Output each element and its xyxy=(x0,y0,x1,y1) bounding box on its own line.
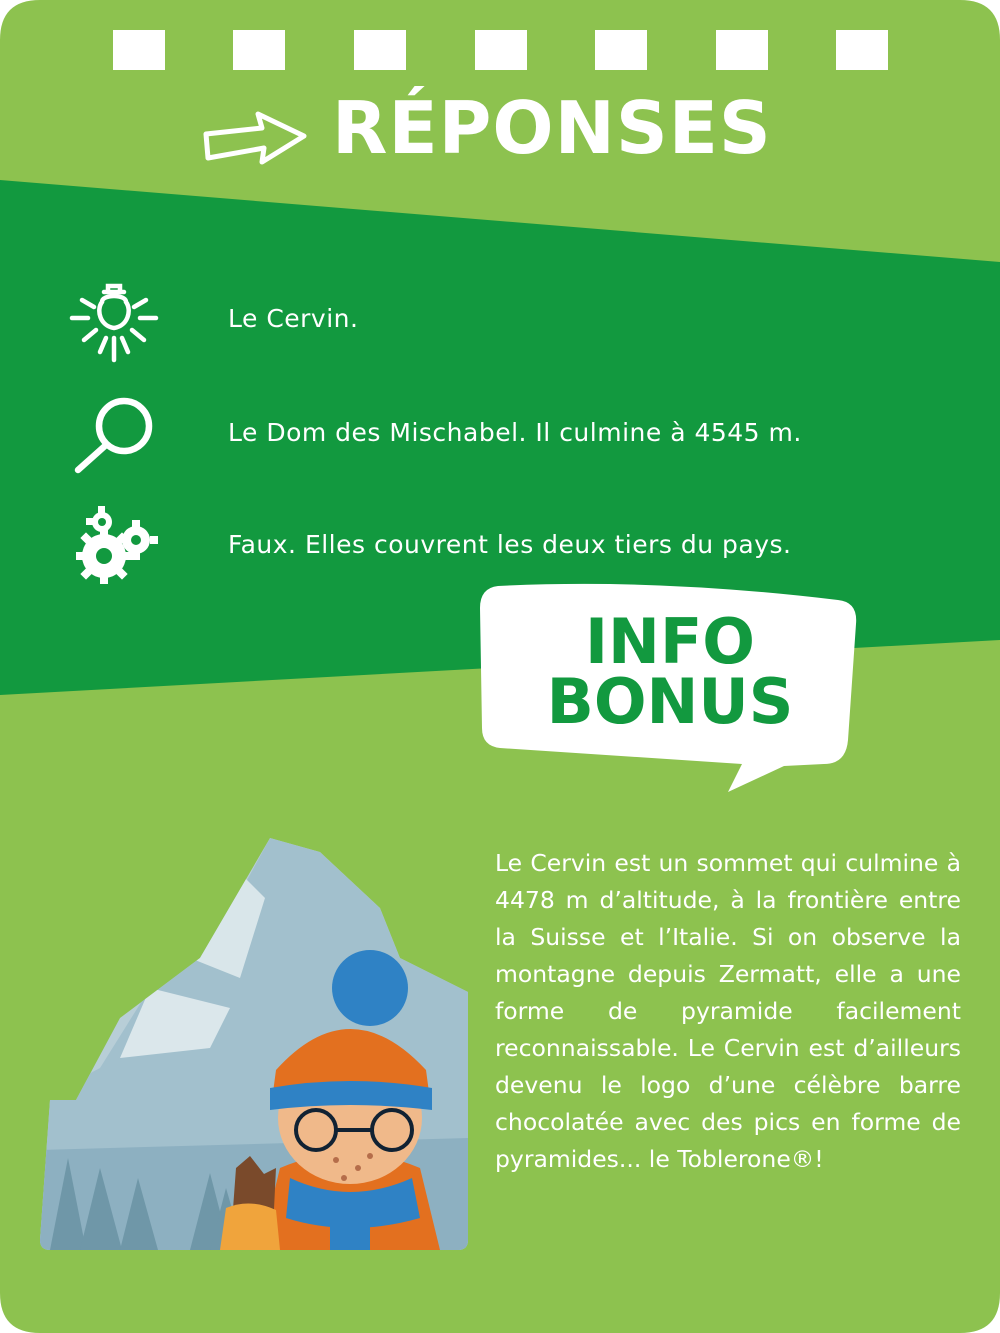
page-title: RÉPONSES xyxy=(332,86,772,170)
binding-hole xyxy=(595,30,647,70)
binding-hole xyxy=(354,30,406,70)
binding-hole xyxy=(716,30,768,70)
binding-holes xyxy=(0,0,1000,80)
answer-1-text: Le Cervin. xyxy=(228,304,359,333)
lightbulb-icon xyxy=(66,270,162,366)
arrow-right-icon xyxy=(200,108,310,170)
info-bonus-paragraph: Le Cervin est un sommet qui culmine à 4478 m d’altitude, à la frontière entre la Suisse et l’Italie. Si on observe la montagne depuis Zermatt, elle a une forme de pyramide facilement reconnaissable. Le Cervin est d’ailleurs devenu le logo d’une célèbre barre chocolatée avec des pics en forme de pyramides... le Toblerone®! xyxy=(495,849,961,1173)
binding-hole xyxy=(475,30,527,70)
matterhorn-boy-illustration xyxy=(40,838,468,1250)
magnifier-icon xyxy=(66,388,162,484)
binding-hole xyxy=(836,30,888,70)
info-bonus-line-2: BONUS xyxy=(546,665,794,738)
binding-hole xyxy=(113,30,165,70)
info-bonus-heading xyxy=(520,605,820,738)
binding-hole xyxy=(233,30,285,70)
info-bonus-line-1: INFO xyxy=(584,605,755,678)
answer-3-text: Faux. Elles couvrent les deux tiers du pays. xyxy=(228,530,792,559)
gears-icon xyxy=(66,500,162,596)
answer-2-text: Le Dom des Mischabel. Il culmine à 4545 m. xyxy=(228,418,802,447)
